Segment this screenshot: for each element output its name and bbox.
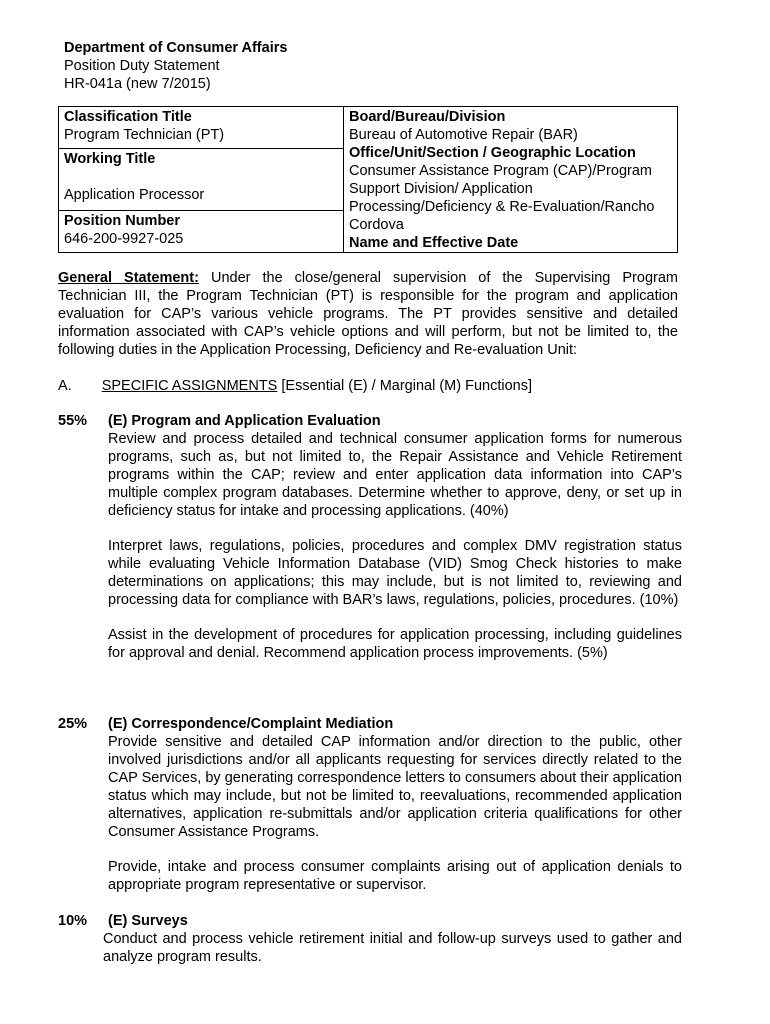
board-label: Board/Bureau/Division [349, 109, 506, 125]
position-number-cell [59, 210, 344, 252]
office-value: Consumer Assistance Program (CAP)/Program Support Division/ Application Processing/Deficiency & Re-Evaluation/Rancho Cordova [349, 163, 655, 233]
duty-paragraph: Assist in the development of procedures for application processing, including guidelines for approval and denial. Recommend application process improvements. (5%) [108, 627, 682, 661]
duty-percent: 25% [58, 716, 88, 732]
document-header [64, 39, 287, 93]
position-info-table [58, 106, 678, 253]
board-value: Bureau of Automotive Repair (BAR) [349, 127, 578, 143]
general-statement-label: General Statement: [58, 270, 199, 286]
duty-block [103, 912, 682, 983]
position-number-value: 646-200-9927-025 [64, 230, 184, 247]
duty-paragraph: Conduct and process vehicle retirement initial and follow-up surveys used to gather and analyze program results. [103, 931, 682, 965]
duty-title: (E) Surveys [108, 913, 188, 929]
office-label: Office/Unit/Section / Geographic Location [349, 145, 636, 161]
board-division-cell [344, 107, 678, 253]
working-title-value: Application Processor [64, 187, 205, 204]
section-title: SPECIFIC ASSIGNMENTS [101, 378, 278, 394]
section-a-heading [58, 377, 678, 395]
working-title-cell [59, 149, 344, 211]
general-statement [58, 269, 678, 359]
section-letter: A. [58, 378, 72, 394]
duty-percent: 10% [58, 913, 88, 929]
form-number: HR-041a (new 7/2015) [64, 76, 211, 92]
duty-title: (E) Correspondence/Complaint Mediation [108, 716, 394, 732]
position-number-label: Position Number [64, 212, 181, 229]
classification-title-value: Program Technician (PT) [64, 127, 225, 143]
duty-block [108, 412, 682, 679]
general-statement-text: Under the close/general supervision of the Supervising Program Technician III, the Program Technician (PT) is responsible for the program and application evaluation for CAP’s various vehicle programs. The PT provides sensitive and detailed information associated with CAP’s vehicle options and will perform, but not be limited to, the following duties in the Application Processing, Deficiency and Re-evaluation Unit: [58, 270, 678, 358]
duty-paragraph: Provide, intake and process consumer complaints arising out of application denials to appropriate program representative or supervisor. [108, 859, 682, 893]
document-title: Position Duty Statement [64, 58, 220, 74]
department-name: Department of Consumer Affairs [64, 40, 288, 56]
duty-paragraph: Provide sensitive and detailed CAP information and/or direction to the public, other involved jurisdictions and/or all applicants requesting for services directly related to the CAP Services, by generating correspondence letters to consumers about their application status which may include, but not be limited to, reevaluations, recommended application alternatives, application re-submittals and/or application criteria qualifications for other Consumer Assistance Programs. [108, 734, 682, 840]
duty-paragraph: Interpret laws, regulations, policies, procedures and complex DMV registration status while evaluating Vehicle Information Database (VID) Smog Check histories to make determinations on applications; this may include, but is not limited to, reviewing and processing data for compliance with BAR’s laws, regulations, policies, procedures. (10%) [108, 538, 682, 608]
duty-block [108, 715, 682, 911]
working-title-label: Working Title [64, 151, 156, 168]
section-note: [Essential (E) / Marginal (M) Functions] [277, 378, 532, 394]
classification-cell [59, 107, 344, 149]
name-date-label: Name and Effective Date [349, 235, 519, 251]
classification-title-label: Classification Title [64, 109, 192, 125]
duty-percent: 55% [58, 413, 88, 429]
duty-paragraph: Review and process detailed and technical consumer application forms for numerous programs, such as, but not limited to, the Repair Assistance and Vehicle Retirement programs within the CAP; review and enter application data information into CAP’s multiple complex program databases. Determine whether to approve, deny, or set up in deficiency status for intake and processing applications. (40%) [108, 431, 682, 519]
duty-title: (E) Program and Application Evaluation [108, 413, 381, 429]
